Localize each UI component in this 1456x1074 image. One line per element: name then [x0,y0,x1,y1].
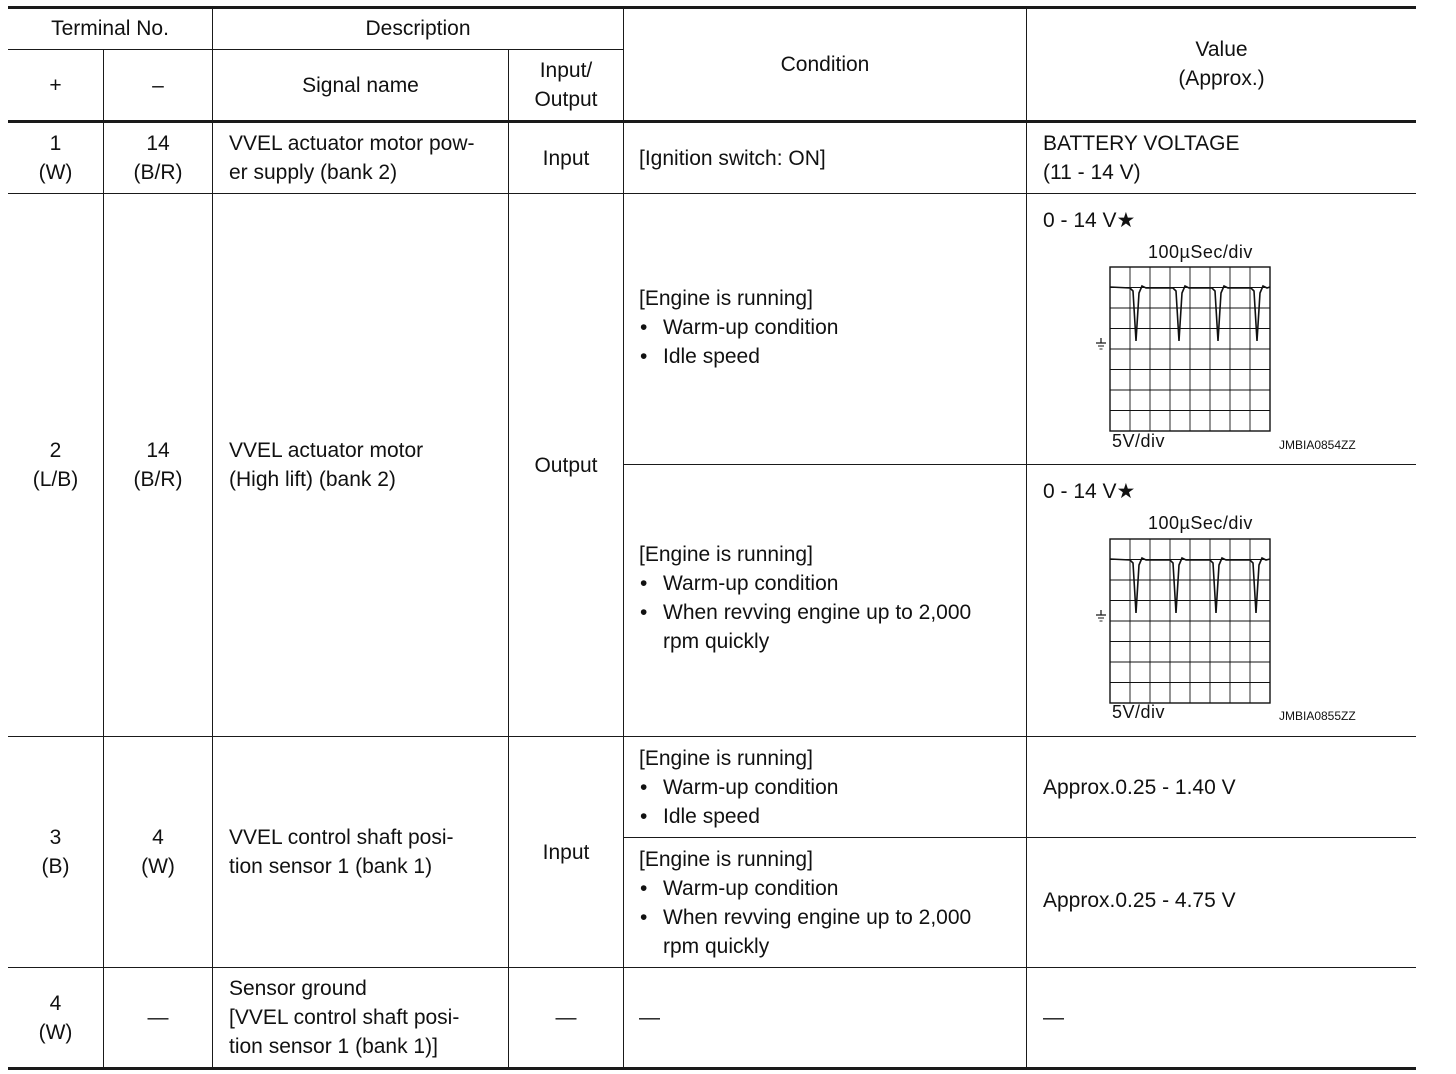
figure-code: JMBIA0854ZZ [1279,438,1356,452]
header-condition [624,8,1026,120]
condition-bullet: • When revving engine up to 2,000 [639,903,1019,932]
row4-minus [104,968,212,1067]
row3-condition-2 [639,838,1019,967]
header-terminal-no-label: Terminal No. [51,16,169,40]
header-value-line: (Approx.) [1178,67,1265,90]
oscilloscope-waveform-2 [1090,536,1274,704]
signal-line: VVEL actuator motor [229,439,424,462]
value-text: Approx.0.25 - 1.40 V [1043,775,1236,799]
header-io-line: Input/ [539,59,593,82]
row1-minus [104,123,212,193]
row4-plus [8,968,103,1067]
wire-color: (B) [41,855,70,878]
io-value: Input [542,840,590,864]
condition-bullet: • Warm-up condition [639,874,1019,903]
row2-value-1: 0 - 14 V★ [1043,209,1136,232]
wire-color: (W) [141,855,175,878]
header-io-line: Output [534,88,598,111]
row3-plus [8,737,103,967]
header-value [1027,8,1416,136]
header-minus [104,50,212,120]
header-minus-label: – [152,73,164,97]
io-value: Input [542,146,590,170]
scope-volt-div: 5V/div [1112,702,1166,722]
condition-bullet-continued: rpm quickly [663,934,770,958]
wire-color: (W) [38,1020,73,1044]
dash: — [555,1006,577,1029]
row2-signal-name [229,194,507,736]
header-plus-label: + [49,73,62,97]
signal-line: tion sensor 1 (bank 1) [229,855,433,878]
signal-line: VVEL actuator motor pow- [229,132,475,155]
condition-head: [Engine is running] [639,543,813,566]
row4-condition [639,968,1019,1067]
signal-line: Sensor ground [229,977,367,1000]
row2-condition-2 [639,540,1019,656]
row4-value [1043,968,1413,1067]
row2-io [509,194,623,736]
condition-text: [Ignition switch: ON] [639,146,826,170]
header-signal-name-label: Signal name [302,73,419,97]
scope-volt-div: 5V/div [1112,431,1166,451]
terminal-number: 4 [152,826,164,849]
header-value-line: Value [1195,38,1248,61]
condition-head: [Engine is running] [639,847,813,871]
header-signal-name [213,50,508,120]
terminal-number: 4 [49,991,62,1015]
row2-plus [8,194,103,736]
condition-head: [Engine is running] [639,286,813,310]
row3-io [509,737,623,967]
figure-code: JMBIA0855ZZ [1279,709,1356,723]
row1-value [1043,123,1413,193]
column-divider [212,6,213,1069]
row1-plus [8,123,103,193]
oscilloscope-waveform-1 [1090,264,1274,432]
header-description [213,8,623,48]
condition-bullet-continued: rpm quickly [663,630,770,653]
condition-bullet: • Warm-up condition [639,569,1019,598]
header-input-output [509,50,623,120]
row4-io [509,968,623,1067]
row3-minus [104,737,212,967]
condition-bullet: • Idle speed [639,802,1019,831]
condition-bullet: • Warm-up condition [639,773,1019,802]
signal-line: er supply (bank 2) [229,161,398,184]
column-divider [623,6,624,1069]
wire-color: (W) [38,161,73,184]
table-bottom-border [8,1067,1416,1070]
wire-color: (B/R) [133,161,183,184]
row2-condition-1 [639,283,1019,371]
row-divider [623,464,1416,465]
scope-time-div: 100µSec/div [1148,513,1253,533]
row3-signal-name [229,737,507,967]
row2-value-2: 0 - 14 V★ [1043,480,1136,503]
dash: — [1043,1006,1064,1029]
row1-signal-name [229,123,507,193]
condition-head: [Engine is running] [639,747,813,770]
row3-condition-1 [639,739,1019,836]
terminal-number: 14 [146,439,170,462]
row3-value-1 [1043,737,1413,837]
wire-color: (B/R) [133,468,183,491]
scope-time-div: 100µSec/div [1148,242,1253,262]
condition-bullet: • Warm-up condition [639,313,1019,342]
dash: — [147,1006,169,1029]
row1-io [509,123,623,193]
header-condition-label: Condition [780,52,870,76]
wire-color: (L/B) [32,468,79,491]
header-plus [8,50,103,120]
dash: — [639,1006,660,1029]
header-description-label: Description [365,16,471,40]
value-line: BATTERY VOLTAGE [1043,132,1240,155]
signal-line: VVEL control shaft posi- [229,826,454,849]
header-terminal-no [8,8,212,48]
value-line: (11 - 14 V) [1043,161,1141,184]
signal-line: (High lift) (bank 2) [229,468,396,491]
terminal-number: 2 [49,439,62,462]
row3-value-2 [1043,838,1413,962]
row4-signal-name [229,968,507,1067]
row2-minus [104,194,212,736]
condition-bullet: • When revving engine up to 2,000 [639,598,1019,627]
row-divider [8,193,1416,194]
row1-condition [639,123,1019,193]
terminal-number: 1 [49,132,62,155]
signal-line: tion sensor 1 (bank 1)] [229,1035,438,1058]
condition-bullet: • Idle speed [639,342,1019,371]
signal-line: [VVEL control shaft posi- [229,1006,460,1029]
value-text: Approx.0.25 - 4.75 V [1043,888,1236,912]
terminal-number: 14 [146,132,170,155]
terminal-number: 3 [49,826,62,849]
column-divider [1026,6,1027,1069]
io-value: Output [534,453,598,477]
